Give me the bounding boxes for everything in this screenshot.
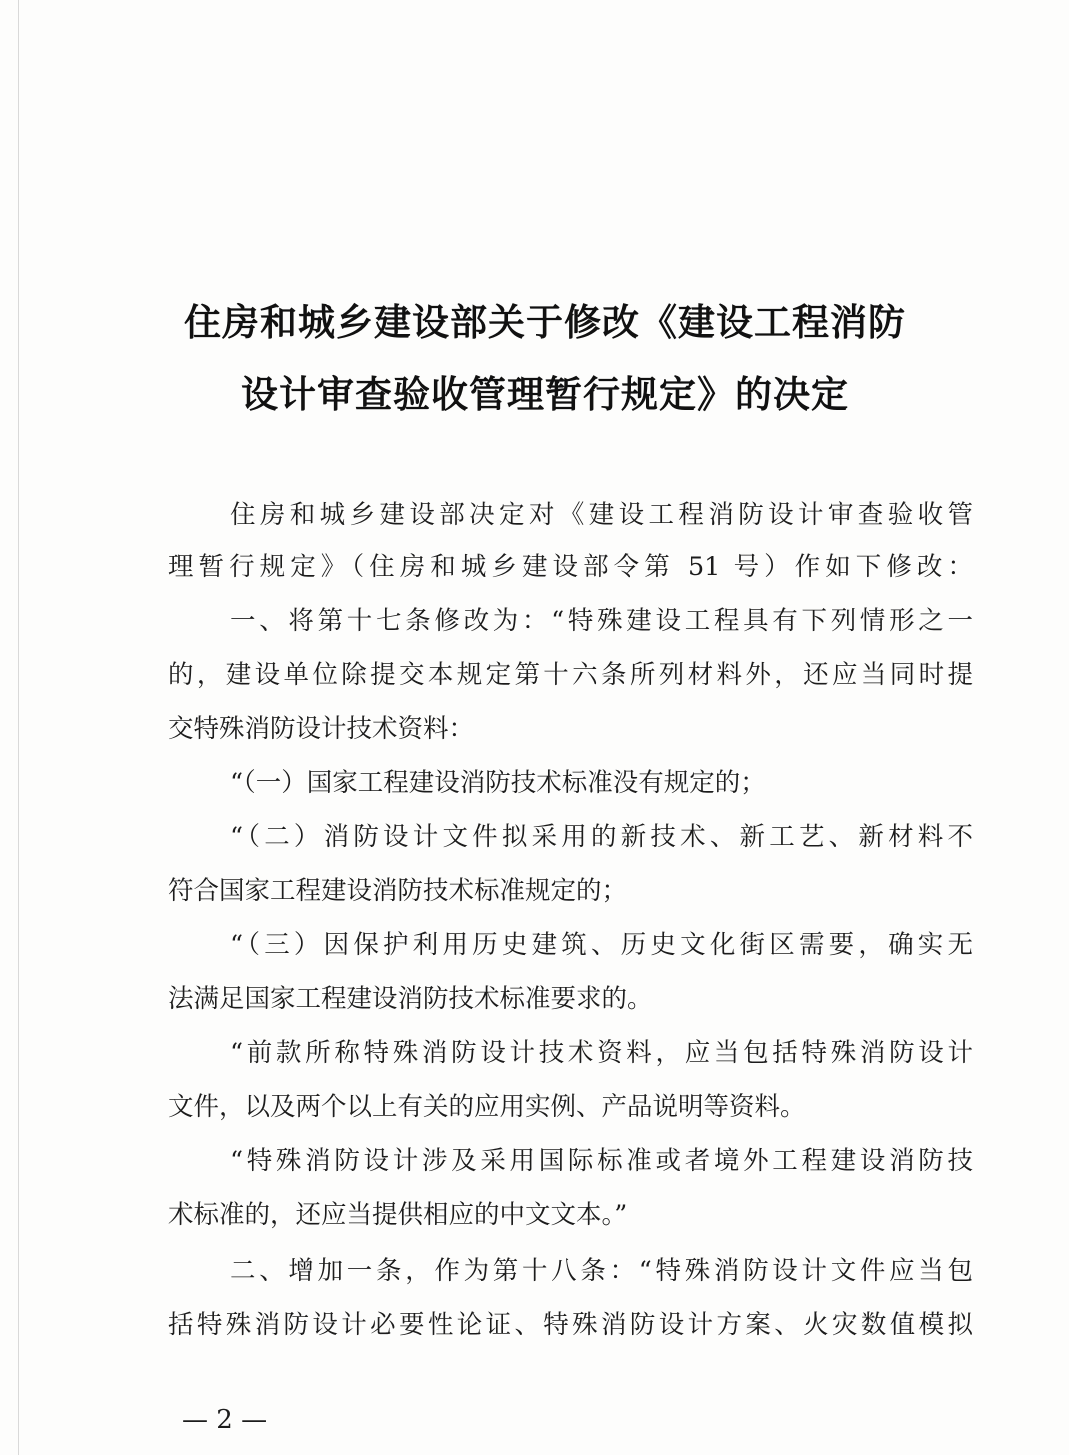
body-line: “（二）消防设计文件拟采用的新技术、新工艺、新材料不 [230, 822, 973, 852]
body-line: 住房和城乡建设部决定对《建设工程消防设计审查验收管 [230, 500, 973, 530]
body-line: “（三）因保护利用历史建筑、历史文化街区需要，确实无 [230, 930, 973, 960]
body-line: 括特殊消防设计必要性论证、特殊消防设计方案、火灾数值模拟 [168, 1310, 973, 1340]
body-line: 理暂行规定》（住房和城乡建设部令第 51 号）作如下修改： [168, 552, 973, 582]
body-line: 符合国家工程建设消防技术标准规定的； [168, 876, 628, 906]
document-title-line-2: 设计审查验收管理暂行规定》的决定 [241, 373, 849, 416]
page-number: — 2 — [182, 1405, 268, 1435]
body-line: 法满足国家工程建设消防技术标准要求的。 [168, 984, 653, 1014]
body-line: 二、增加一条，作为第十八条：“特殊消防设计文件应当包 [230, 1256, 973, 1286]
body-line: 的，建设单位除提交本规定第十六条所列材料外，还应当同时提 [168, 660, 973, 690]
body-line: “特殊消防设计涉及采用国际标准或者境外工程建设消防技 [230, 1146, 973, 1176]
body-line: 文件，以及两个以上有关的应用实例、产品说明等资料。 [168, 1092, 806, 1122]
body-line: “（一）国家工程建设消防技术标准没有规定的； [230, 768, 766, 798]
body-line: 一、将第十七条修改为：“特殊建设工程具有下列情形之一 [230, 606, 973, 636]
document-title-line-1: 住房和城乡建设部关于修改《建设工程消防 [184, 301, 906, 344]
body-line: 交特殊消防设计技术资料： [168, 714, 475, 744]
body-line: “前款所称特殊消防设计技术资料，应当包括特殊消防设计 [230, 1038, 973, 1068]
scan-edge-line [18, 0, 19, 1455]
body-line: 术标准的，还应当提供相应的中文文本。” [168, 1200, 628, 1230]
